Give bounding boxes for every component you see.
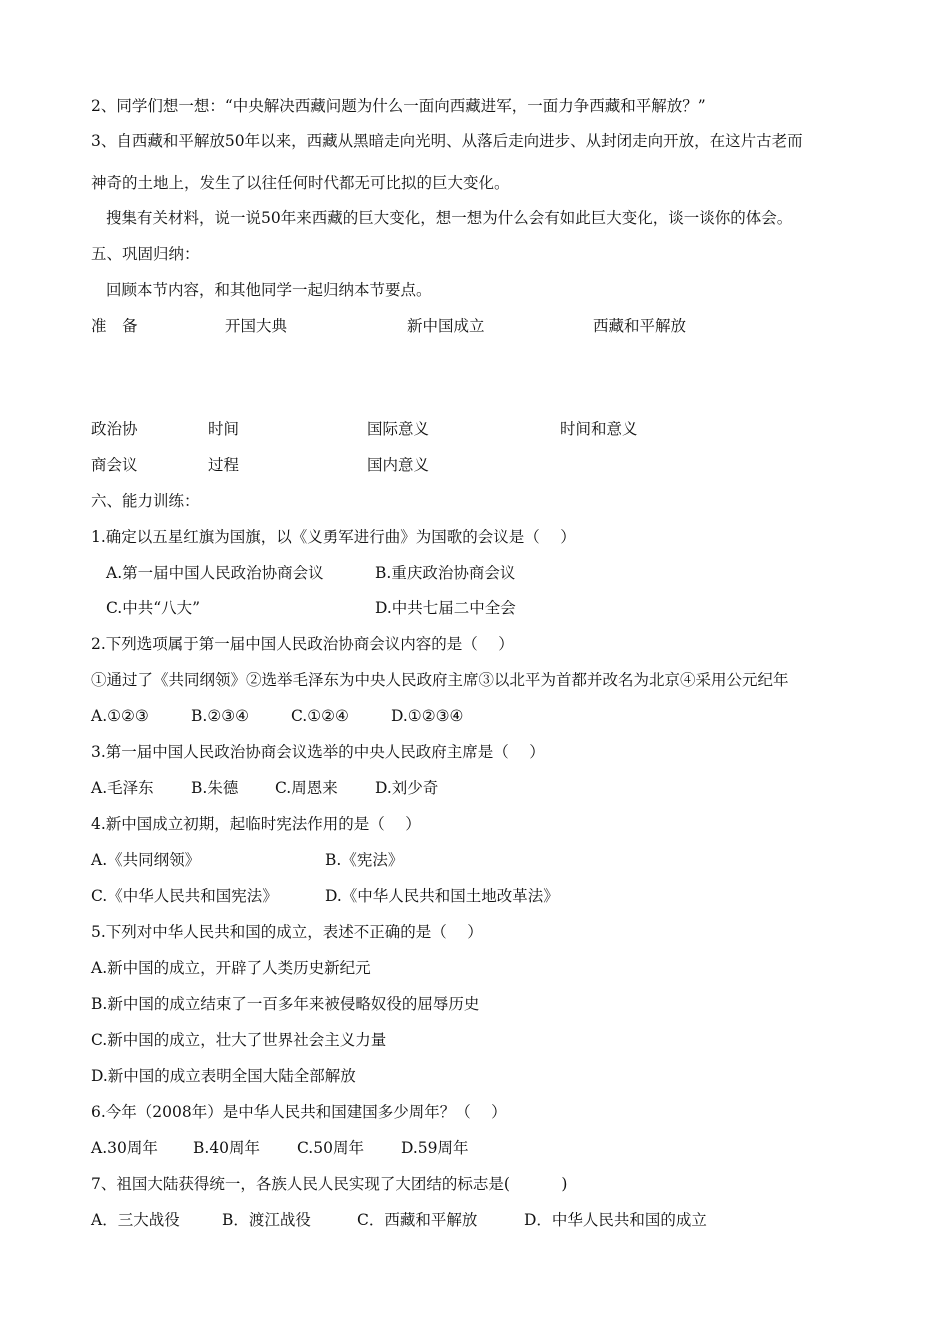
- question-4-option-c: C.《中华人民共和国宪法》: [91, 887, 278, 905]
- question-3-task: 搜集有关材料，说一说50年来西藏的巨大变化，想一想为什么会有如此巨大变化，谈一谈你的体会。: [106, 209, 793, 227]
- question-6-option-a: A.30周年: [91, 1139, 158, 1157]
- question-5: 5.下列对中华人民共和国的成立，表述不正确的是（ ）: [91, 923, 483, 941]
- summary-cell: 国际意义: [367, 420, 430, 438]
- summary-cell: 国内意义: [367, 456, 430, 474]
- summary-instruction: 回顾本节内容，和其他同学一起归纳本节要点。: [106, 281, 432, 299]
- question-7-option-b: B．渡江战役: [222, 1211, 311, 1229]
- question-3-option-a: A.毛泽东: [91, 779, 154, 797]
- question-5-option-a: A.新中国的成立，开辟了人类历史新纪元: [91, 959, 371, 977]
- question-4-option-a: A.《共同纲领》: [91, 851, 201, 869]
- question-2: 2.下列选项属于第一届中国人民政治协商会议内容的是（ ）: [91, 635, 514, 653]
- exercise-heading: 六、能力训练：: [91, 492, 200, 510]
- summary-cell: 过程: [208, 456, 240, 474]
- question-3-option-b: B.朱德: [191, 779, 239, 797]
- question-7-option-c: C．西藏和平解放: [357, 1211, 478, 1229]
- summary-cell: 西藏和平解放: [593, 317, 687, 335]
- question-2-option-d: D.①②③④: [391, 707, 464, 725]
- question-1-option-d: D.中共七届二中全会: [375, 599, 516, 617]
- question-5-option-b: B.新中国的成立结束了一百多年来被侵略奴役的屈辱历史: [91, 995, 480, 1013]
- question-2-option-a: A.①②③: [91, 707, 149, 725]
- summary-cell: 新中国成立: [407, 317, 485, 335]
- question-7-option-d: D．中华人民共和国的成立: [524, 1211, 707, 1229]
- question-6-option-c: C.50周年: [297, 1139, 364, 1157]
- question-3-option-c: C.周恩来: [275, 779, 338, 797]
- question-1-option-a: A.第一届中国人民政治协商会议: [106, 564, 324, 582]
- summary-cell: 政治协: [91, 420, 138, 438]
- question-3-line2: 神奇的土地上，发生了以往任何时代都无可比拟的巨大变化。: [91, 174, 510, 192]
- question-6-option-b: B.40周年: [193, 1139, 261, 1157]
- summary-heading: 五、巩固归纳：: [91, 245, 200, 263]
- question-3-line1: 3、自西藏和平解放50年以来，西藏从黑暗走向光明、从落后走向进步、从封闭走向开放，在这片古老而: [91, 132, 803, 150]
- question-1-option-c: C.中共“八大”: [106, 599, 201, 617]
- question-2-option-b: B.②③④: [191, 707, 250, 725]
- question-1-option-b: B.重庆政治协商会议: [375, 564, 516, 582]
- question-5-option-c: C.新中国的成立，壮大了世界社会主义力量: [91, 1031, 387, 1049]
- summary-cell: 准 备: [91, 317, 138, 335]
- summary-cell: 时间: [208, 420, 240, 438]
- summary-cell: 时间和意义: [560, 420, 638, 438]
- question-2-option-c: C.①②④: [291, 707, 349, 725]
- question-2-items: ①通过了《共同纲领》②选举毛泽东为中央人民政府主席③以北平为首都并改名为北京④采用公元纪年: [91, 671, 789, 689]
- question-3: 3.第一届中国人民政治协商会议选举的中央人民政府主席是（ ）: [91, 743, 545, 761]
- question-7: 7、祖国大陆获得统一，各族人民人民实现了大团结的标志是( ): [91, 1175, 568, 1193]
- question-4-option-d: D.《中华人民共和国土地改革法》: [325, 887, 559, 905]
- question-4-option-b: B.《宪法》: [325, 851, 404, 869]
- question-3-option-d: D.刘少奇: [375, 779, 439, 797]
- question-4: 4.新中国成立初期，起临时宪法作用的是（ ）: [91, 815, 421, 833]
- question-6: 6.今年（2008年）是中华人民共和国建国多少周年？（ ）: [91, 1103, 507, 1121]
- question-7-option-a: A．三大战役: [91, 1211, 180, 1229]
- question-5-option-d: D.新中国的成立表明全国大陆全部解放: [91, 1067, 356, 1085]
- summary-cell: 开国大典: [225, 317, 288, 335]
- question-1: 1.确定以五星红旗为国旗，以《义勇军进行曲》为国歌的会议是（ ）: [91, 528, 576, 546]
- summary-cell: 商会议: [91, 456, 138, 474]
- question-2-think: 2、同学们想一想：“中央解决西藏问题为什么一面向西藏进军，一面力争西藏和平解放？”: [91, 97, 706, 115]
- question-6-option-d: D.59周年: [401, 1139, 469, 1157]
